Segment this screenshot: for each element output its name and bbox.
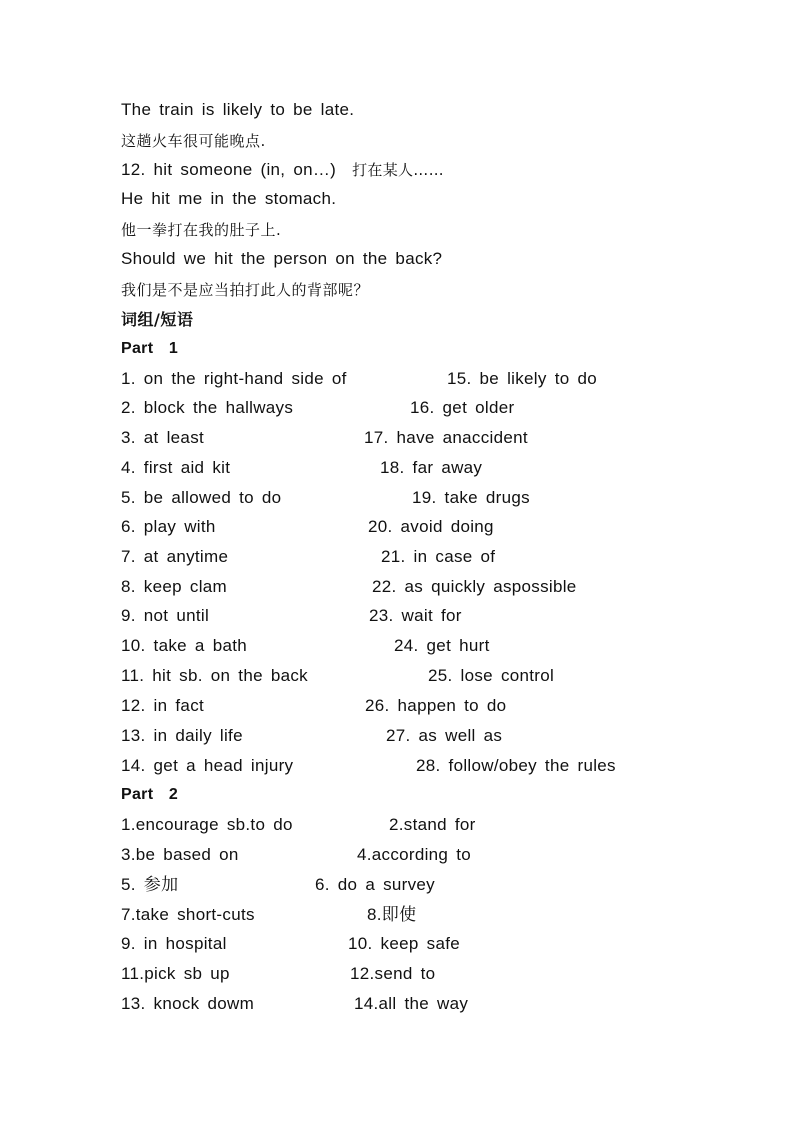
section-heading: 词组/短语 (121, 310, 194, 329)
phrase-right: 28. follow/obey the rules (416, 756, 616, 775)
phrase-right: 18. far away (380, 458, 483, 477)
example-translation: 他一拳打在我的肚子上. (121, 221, 282, 239)
phrase-right: 23. wait for (369, 606, 462, 625)
phrase-right: 15. be likely to do (447, 369, 598, 388)
phrase-row (121, 993, 469, 1015)
phrase-row (121, 814, 476, 836)
phrase-left: 11. hit sb. on the back (121, 666, 308, 685)
phrase-right: 12.send to (350, 964, 436, 983)
phrase-right: 25. lose control (428, 666, 555, 685)
phrase-left: 1.encourage sb.to do (121, 815, 293, 834)
vocab-entry-chinese: 打在某人…… (352, 161, 444, 179)
phrase-row (121, 844, 471, 866)
phrase-row (121, 397, 515, 419)
phrase-row (121, 665, 555, 687)
phrase-left: 9. not until (121, 606, 210, 625)
phrase-row (121, 546, 496, 568)
phrase-right: 16. get older (410, 398, 515, 417)
phrase-right: 20. avoid doing (368, 517, 494, 536)
example-sentence: Should we hit the person on the back? (121, 249, 443, 268)
phrase-row (121, 904, 417, 926)
phrase-right: 4.according to (357, 845, 471, 864)
phrase-right: 2.stand for (389, 815, 476, 834)
phrase-right: 8.即使 (367, 905, 417, 924)
phrase-left: 3. at least (121, 428, 205, 447)
phrase-right: 10. keep safe (348, 934, 460, 953)
phrase-left: 7. at anytime (121, 547, 229, 566)
phrase-left: 1. on the right-hand side of (121, 369, 347, 388)
phrase-row (121, 874, 435, 896)
phrase-left: 3.be based on (121, 845, 239, 864)
phrase-row (121, 368, 598, 390)
vocab-entry-english: 12. hit someone (in, on…) (121, 160, 337, 179)
phrase-right: 24. get hurt (394, 636, 490, 655)
phrase-row (121, 963, 436, 985)
phrase-left: 9. in hospital (121, 934, 227, 953)
phrase-left: 4. first aid kit (121, 458, 231, 477)
phrase-right: 6. do a survey (315, 875, 435, 894)
phrase-right: 21. in case of (381, 547, 496, 566)
phrase-left: 5. 参加 (121, 875, 179, 894)
phrase-row (121, 635, 490, 657)
phrase-left: 2. block the hallways (121, 398, 294, 417)
phrase-right: 22. as quickly aspossible (372, 577, 577, 596)
phrase-row (121, 605, 462, 627)
example-sentence: The train is likely to be late. (121, 100, 355, 119)
example-translation: 这趟火车很可能晚点. (121, 132, 266, 150)
phrase-row (121, 427, 528, 449)
phrase-right: 27. as well as (386, 726, 503, 745)
vocab-entry (121, 159, 444, 181)
phrase-left: 13. in daily life (121, 726, 243, 745)
phrase-row (121, 487, 530, 509)
phrase-row (121, 516, 494, 538)
phrase-right: 14.all the way (354, 994, 469, 1013)
phrase-left: 13. knock dowm (121, 994, 255, 1013)
example-translation: 我们是不是应当拍打此人的背部呢？ (121, 281, 370, 299)
phrase-left: 8. keep clam (121, 577, 227, 596)
phrase-left: 11.pick sb up (121, 964, 230, 983)
phrase-right: 19. take drugs (412, 488, 530, 507)
phrase-row (121, 755, 616, 777)
phrase-left: 5. be allowed to do (121, 488, 282, 507)
phrase-row (121, 933, 460, 955)
phrase-left: 7.take short-cuts (121, 905, 255, 924)
phrase-left: 6. play with (121, 517, 216, 536)
phrase-right: 17. have anaccident (364, 428, 528, 447)
phrase-left: 12. in fact (121, 696, 205, 715)
part1-heading: Part 1 (121, 340, 179, 357)
phrase-left: 14. get a head injury (121, 756, 294, 775)
phrase-right: 26. happen to do (365, 696, 507, 715)
phrase-row (121, 725, 503, 747)
phrase-row (121, 576, 577, 598)
phrase-left: 10. take a bath (121, 636, 247, 655)
example-sentence: He hit me in the stomach. (121, 189, 337, 208)
part2-heading: Part 2 (121, 786, 179, 803)
phrase-row (121, 695, 507, 717)
phrase-row (121, 457, 483, 479)
